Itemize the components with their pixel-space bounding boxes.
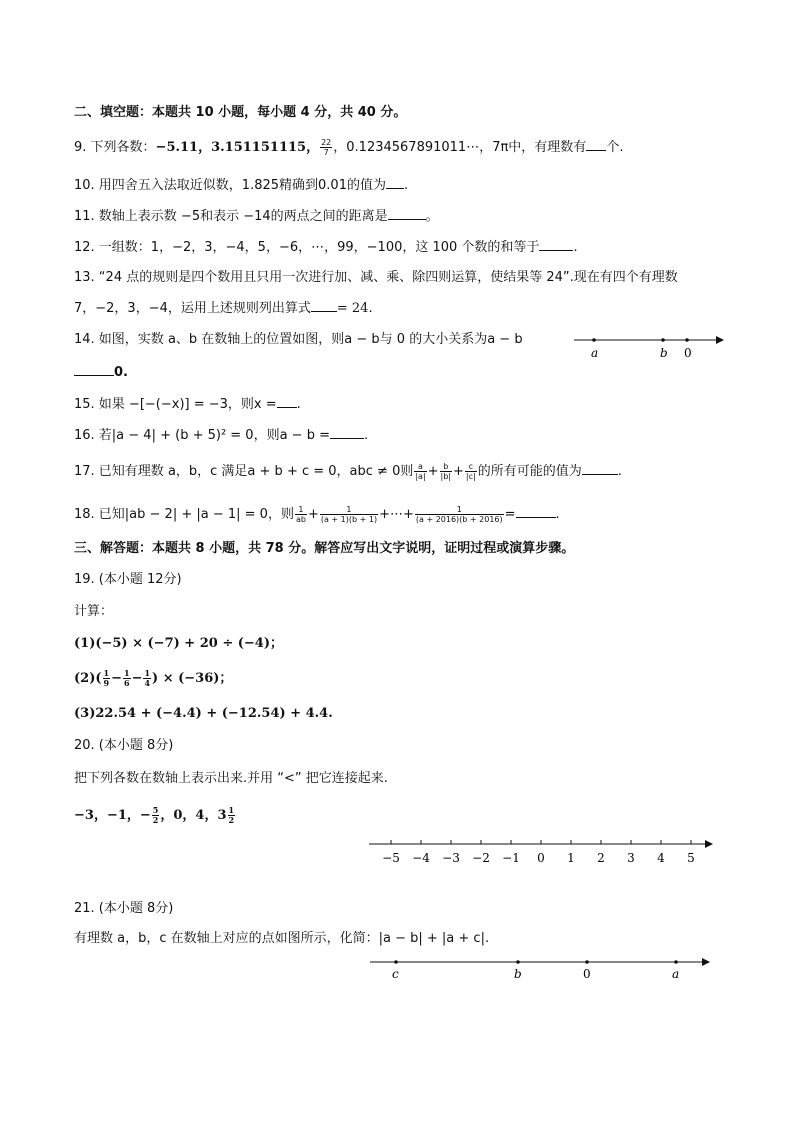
q19-frac-2-num: 1 [123, 668, 130, 678]
q18-eq: = [504, 507, 516, 522]
q9-answer-blank[interactable] [586, 138, 606, 151]
question-12 [74, 238, 578, 257]
q17-frac-c-den: |c| [465, 472, 476, 481]
q20-tick-label: −2 [472, 851, 490, 865]
q20-mixed-num: 1 [228, 805, 235, 815]
q18-frac-2 [320, 505, 378, 524]
q20-tick-label: 1 [567, 851, 575, 865]
q20-intro: 把下列各数在数轴上表示出来.并用 “<” 把它连接起来. [74, 771, 388, 786]
q12-text: 12. 一组数：1，−2，3，−4，5，−6，⋯，99，−100，这 100 个数的和等于 [74, 240, 540, 255]
q20-number-line [365, 832, 717, 872]
q20-tick-label: −3 [442, 851, 460, 865]
q17-frac-a-den: |a| [415, 472, 426, 481]
q20-tick-label: −4 [412, 851, 430, 865]
q19-frac-3 [143, 669, 151, 688]
section-3-header: 三、解答题：本题共 8 小题，共 78 分。解答应写出文字说明，证明过程或演算步骤。 [74, 541, 575, 556]
q20-title: 20. (本小题 8分) [74, 738, 174, 753]
question-17 [74, 462, 622, 481]
q21-intro: 有理数 a，b，c 在数轴上对应的点如图所示，化简：|a − b| + |a + c|. [74, 931, 490, 946]
q18-frac-1-num: 1 [295, 505, 307, 515]
q17-frac-b-num: b [440, 462, 452, 472]
q20-frac-den: 2 [152, 815, 159, 825]
question-15 [74, 395, 301, 414]
q21-label-a: a [672, 967, 680, 981]
q14-number-line [570, 330, 730, 364]
q19-frac-1 [103, 669, 111, 688]
q18-frac-3 [415, 505, 504, 524]
q21-number-line [368, 952, 716, 984]
q19-p2-suffix: ) × (−36)； [152, 671, 233, 686]
q18-frac-3-num: 1 [415, 505, 504, 515]
q19-part-3: (3)22.54 + (−4.4) + (−12.54) + 4.4. [74, 706, 333, 721]
question-14-line-1: 14. 如图，实数 a、b 在数轴上的位置如图，则a − b与 0 的大小关系为a − b [74, 332, 523, 347]
q18-end: . [555, 507, 560, 522]
q20-nums-a: −3，−1，− [74, 808, 151, 823]
q19-minus-1: − [111, 671, 122, 686]
q21-label-0: 0 [583, 967, 591, 981]
q17-frac-c [465, 462, 477, 481]
question-14-line-2 [74, 363, 128, 382]
q20-numbers [74, 806, 236, 825]
q15-end: . [296, 397, 301, 412]
q17-frac-b [440, 462, 452, 481]
q11-answer-blank[interactable] [388, 207, 426, 220]
q20-nums-b: ，0，4，3 [160, 808, 227, 823]
q10-end: . [403, 178, 409, 193]
q18-frac-1-den: ab [295, 515, 306, 524]
q17-frac-b-den: |b| [440, 472, 452, 481]
q17-end: . [617, 464, 622, 479]
q9-rest: ，0.1234567891011⋯，7π中，有理数有 [333, 140, 587, 155]
q18-prefix: 18. 已知|ab − 2| + |a − 1| = 0，则 [74, 507, 294, 522]
q11-text: 11. 数轴上表示数 −5和表示 −14的两点之间的距离是 [74, 209, 388, 224]
question-9 [74, 138, 623, 157]
q20-frac-num: 5 [152, 805, 159, 815]
q19-title: 19. (本小题 12分) [74, 572, 182, 587]
q20-tick-label: 5 [687, 851, 695, 865]
q19-part-2 [74, 669, 232, 688]
q14-label-a: a [591, 346, 599, 360]
question-13-line-2 [74, 299, 373, 318]
q19-frac-1-den: 9 [103, 678, 110, 688]
q21-label-c: c [392, 967, 399, 981]
q18-frac-2-den: (a + 1)(b + 1) [320, 515, 378, 524]
q13-text-a: 7，−2，3，−4，运用上述规则列出算式 [74, 301, 311, 316]
q12-end: . [573, 240, 578, 255]
q10-text: 10. 用四舍五入法取近似数，1.825精确到0.01的值为 [74, 178, 386, 193]
q20-tick-label: 4 [657, 851, 665, 865]
q18-answer-blank[interactable] [516, 505, 556, 518]
q18-frac-1 [295, 505, 307, 524]
question-18 [74, 505, 560, 524]
q17-suffix: 的所有可能的值为 [477, 464, 582, 479]
q20-tick-label: 0 [537, 851, 545, 865]
q19-part-1: (1)(−5) × (−7) + 20 ÷ (−4)； [74, 636, 283, 651]
q14-answer-blank[interactable] [74, 363, 114, 376]
q20-mixed-den: 2 [228, 815, 235, 825]
q9-end: 个. [606, 140, 624, 155]
q15-text: 15. 如果 −[−(−x)] = −3，则x = [74, 397, 277, 412]
q17-answer-blank[interactable] [582, 462, 618, 475]
question-16 [74, 426, 368, 445]
q15-answer-blank[interactable] [277, 395, 297, 408]
q17-prefix: 17. 已知有理数 a，b，c 满足a + b + c = 0，abc ≠ 0则 [74, 464, 414, 479]
q16-text: 16. 若|a − 4| + (b + 5)² = 0，则a − b = [74, 428, 330, 443]
q21-label-b: b [514, 967, 522, 981]
q20-tick-label: 2 [597, 851, 605, 865]
q18-frac-3-den: (a + 2016)(b + 2016) [415, 515, 503, 524]
q19-frac-2 [123, 669, 131, 688]
q16-end: . [363, 428, 369, 443]
q18-dots: +⋯+ [379, 507, 414, 522]
question-10 [74, 176, 408, 195]
q12-answer-blank[interactable] [539, 238, 573, 251]
q11-end: 。 [425, 209, 439, 224]
q19-frac-3-num: 1 [144, 668, 151, 678]
q9-nums: −5.11，3.151151115， [155, 140, 320, 155]
q19-frac-1-num: 1 [103, 668, 110, 678]
q9-prefix: 9. 下列各数： [74, 140, 156, 155]
q20-tick-label: −1 [502, 851, 520, 865]
q14-label-0: 0 [684, 346, 692, 360]
q19-frac-3-den: 4 [144, 678, 151, 688]
q16-answer-blank[interactable] [330, 426, 364, 439]
q19-frac-2-den: 6 [123, 678, 130, 688]
q18-plus: + [307, 507, 319, 522]
q13-answer-blank[interactable] [311, 299, 337, 312]
q17-frac-c-num: c [465, 462, 477, 472]
q20-tick-label: −5 [382, 851, 400, 865]
q9-frac-num: 22 [321, 138, 332, 147]
q19-intro: 计算： [74, 604, 114, 619]
q14-label-b: b [660, 346, 668, 360]
q17-frac-a-num: a [414, 462, 426, 472]
q19-minus-2: − [131, 671, 143, 686]
q20-tick-label: 3 [627, 851, 635, 865]
q9-fraction [320, 138, 332, 157]
q10-answer-blank[interactable] [386, 176, 404, 189]
question-11 [74, 207, 439, 226]
q18-frac-2-num: 1 [320, 505, 378, 515]
section-2-header: 二、填空题：本题共 10 小题，每小题 4 分，共 40 分。 [74, 105, 407, 120]
q21-title: 21. (本小题 8分) [74, 901, 174, 916]
q17-frac-a [414, 462, 426, 481]
question-13-line-1: 13. “24 点的规则是四个数用且只用一次进行加、减、乘、除四则运算，使结果等 24”.现在有四个有理数 [74, 270, 678, 285]
q14-end: 0. [114, 365, 128, 380]
q13-text-b: = 24. [336, 301, 373, 316]
q9-frac-den: 7 [323, 148, 329, 157]
q20-mixed-frac [228, 806, 236, 825]
q17-plus-1: + [427, 464, 439, 479]
q19-p2-prefix: (2)( [74, 671, 102, 686]
q20-frac [152, 806, 160, 825]
q17-plus-2: + [453, 464, 464, 479]
